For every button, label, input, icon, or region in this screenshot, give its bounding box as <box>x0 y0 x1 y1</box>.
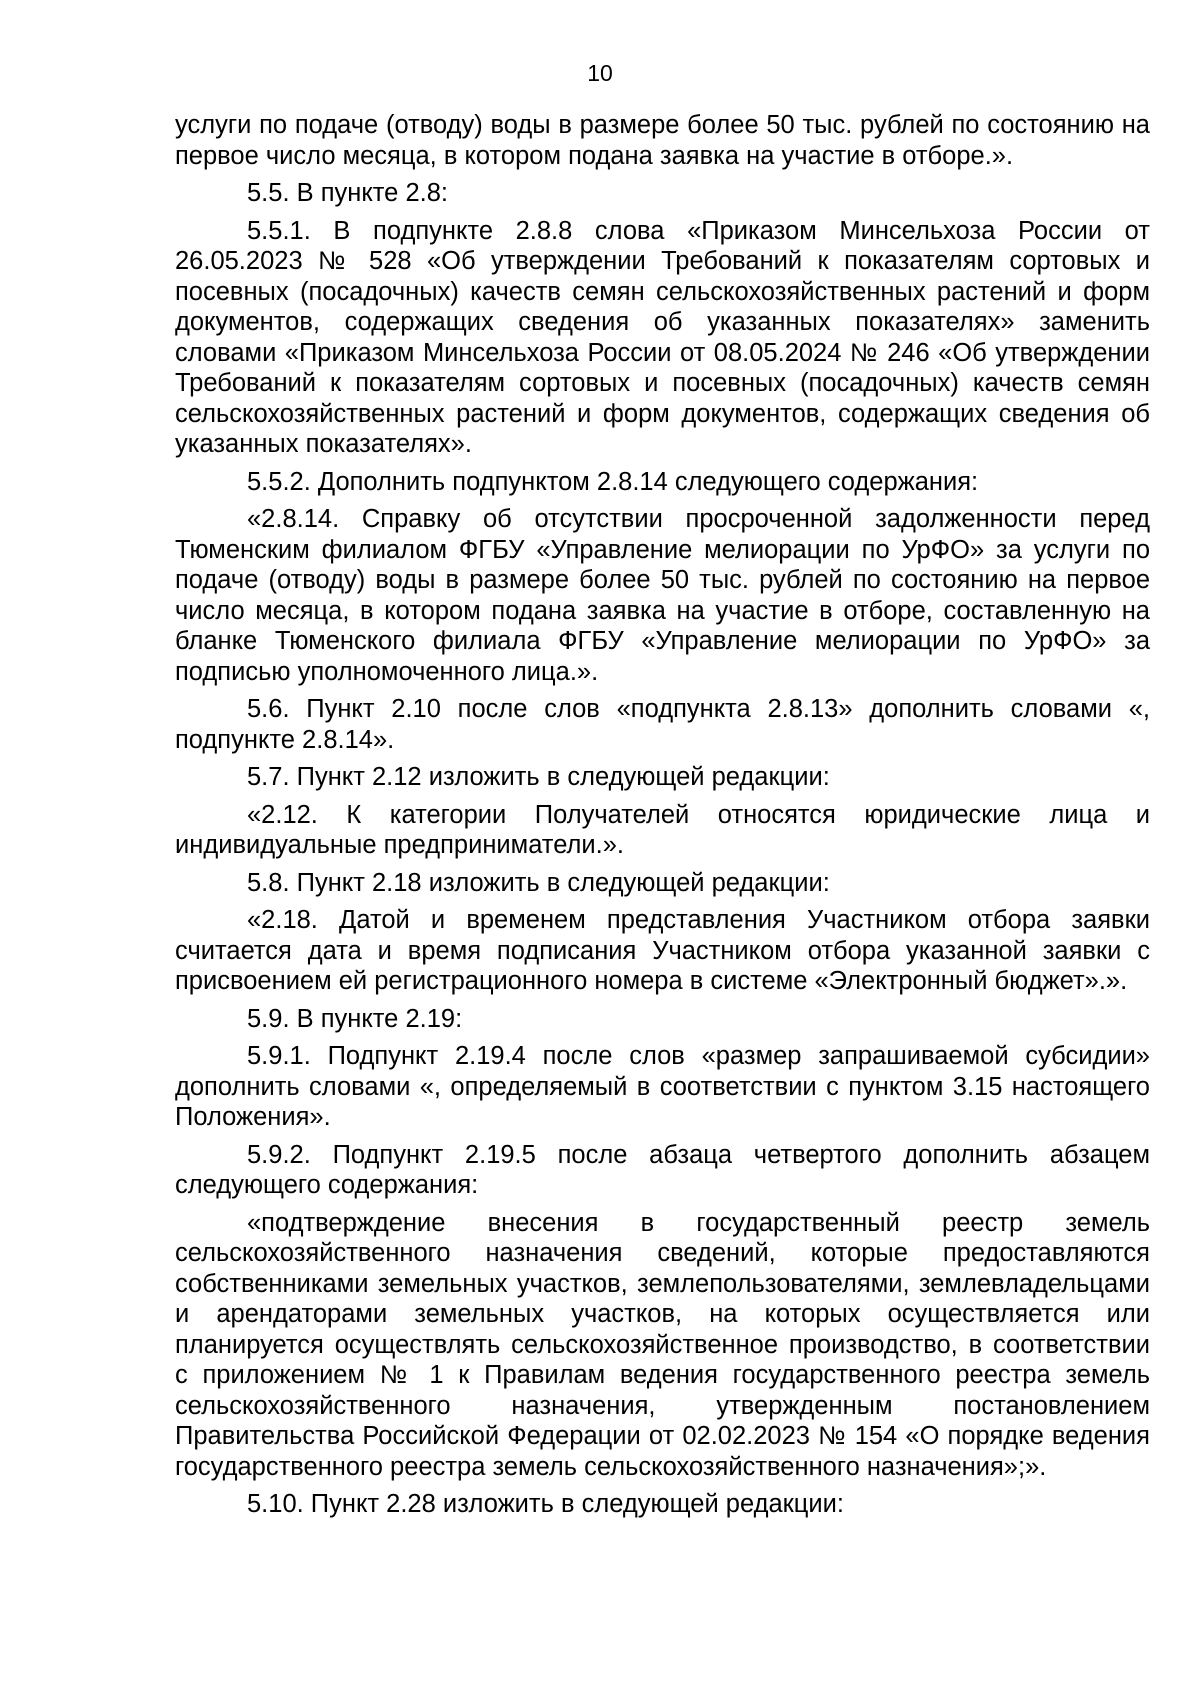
paragraph-5-9-1: 5.9.1. Подпункт 2.19.4 после слов «размер запрашиваемой субсидии» дополнить словами «, определяемый в соответствии с пунктом 3.15 настоящего Положения». <box>175 1042 1150 1131</box>
paragraph-5-7: 5.7. Пункт 2.12 изложить в следующей редакции: <box>247 763 830 791</box>
document-body <box>175 110 1150 1527</box>
paragraph-5-8: 5.8. Пункт 2.18 изложить в следующей редакции: <box>247 868 830 897</box>
paragraph-2-18: «2.18. Датой и временем представления Участником отбора заявки считается дата и время подписания Участником отбора указанной заявки с присвоением ей регистрационного номера в системе «Электронный бюджет».». <box>175 906 1150 995</box>
paragraph-5-10: 5.10. Пункт 2.28 изложить в следующей редакции: <box>247 1490 844 1518</box>
paragraph-5-5-2: 5.5.2. Дополнить подпунктом 2.8.14 следующего содержания: <box>247 467 979 496</box>
paragraph-5-5: 5.5. В пункте 2.8: <box>247 179 448 207</box>
paragraph-5-9: 5.9. В пункте 2.19: <box>247 1004 463 1033</box>
paragraph-new-abzac: «подтверждение внесения в государственный реестр земель сельскохозяйственного назначения сведений, которые предоставляются собственниками земельных участков, землепользователями, землевладельцами и арендаторами земельных участков, на которых осуществляется или планируется осуществлять сельскохозяйственное производство, в соответствии с приложением № 1 к Правилам ведения государственного реестра земель сельскохозяйственного назначения, утвержденным постановлением Правительства Российской Федерации от 02.02.2023 № 154 «О порядке ведения государственного реестра земель сельскохозяйственного назначения»;». <box>175 1208 1150 1481</box>
paragraph-2-8-14: «2.8.14. Справку об отсутствии просроченной задолженности перед Тюменским филиалом ФГБУ «Управление мелиорации по УрФО» за услуги по подаче (отводу) воды в размере более 50 тыс. рублей по состоянию на первое число месяца, в котором подана заявка на участие в отборе, составленную на бланке Тюменского филиала ФГБУ «Управление мелиорации по УрФО» за подписью уполномоченного лица.». <box>175 505 1150 686</box>
paragraph-5-5-1: 5.5.1. В подпункте 2.8.8 слова «Приказом Минсельхоза России от 26.05.2023 № 528 «Об утверждении Требований к показателям сортовых и посевных (посадочных) качеств семян сельскохозяйственных растений и форм документов, содержащих сведения об указанных показателях» заменить словами «Приказом Минсельхоза России от 08.05.2024 № 246 «Об утверждении Требований к показателям сортовых и посевных (посадочных) качеств семян сельскохозяйственных растений и форм документов, содержащих сведения об указанных показателях». <box>175 216 1150 458</box>
paragraph-continuation: услуги по подаче (отводу) воды в размере более 50 тыс. рублей по состоянию на первое число месяца, в котором подана заявка на участие в отборе.». <box>175 111 1150 170</box>
page-number: 10 <box>587 60 613 86</box>
paragraph-5-9-2: 5.9.2. Подпункт 2.19.5 после абзаца четвертого дополнить абзацем следующего содержания: <box>175 1140 1150 1199</box>
paragraph-5-6: 5.6. Пункт 2.10 после слов «подпункта 2.8.13» дополнить словами «, подпункте 2.8.14». <box>175 695 1150 754</box>
paragraph-2-12: «2.12. К категории Получателей относятся юридические лица и индивидуальные предприниматели.». <box>175 800 1150 859</box>
